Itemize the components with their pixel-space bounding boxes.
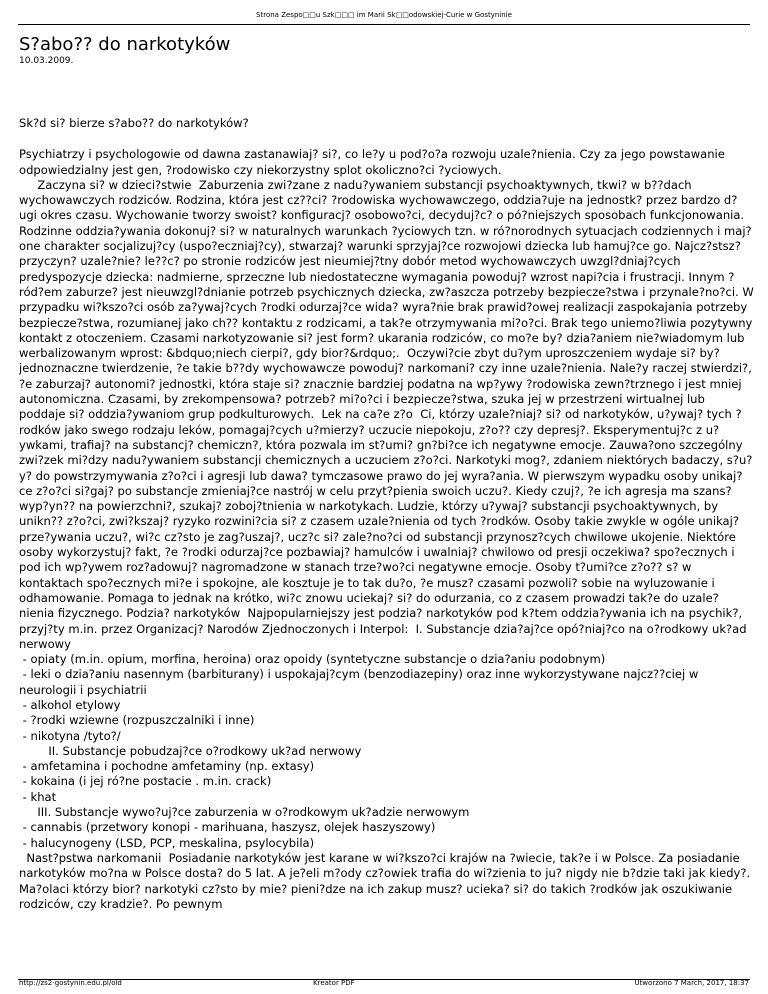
header-divider	[18, 24, 750, 25]
article-title: S?abo?? do narkotyków	[19, 34, 231, 55]
article-body: Psychiatrzy i psychologowie od dawna zastanawiaj? si?, co le?y u pod?o?a rozwoju uzale?nienia. Czy za jego powstawanie odpowiedzialny jest gen, ?rodowisko czy niekorzystny splot okoliczno?ci ?yciowych. Zaczyna si? w dzieci?stwie Zaburzenia zwi?zane z nadu?ywaniem substancji psychoaktywnych, tkwi? w b??dach wychowawczych rodziców. Rodzina, która jest cz??ci? ?rodowiska wychowawczego, oddzia?uje na jednostk? przez bardzo d?ugi okres czasu. Wychowanie tworzy swoist? konfiguracj? osobowo?ci, decyduj?c? o pó?niejszych sposobach funkcjonowania. Rodzinne oddzia?ywania dokonuj? si? w naturalnych warunkach ?yciowych tzn. w ró?norodnych sytuacjach codziennych i maj? one charakter socjalizuj?cy (uspo?eczniaj?cy), stwarzaj? warunki sprzyjaj?ce rozwojowi dziecka lub hamuj?ce go. Najcz?stsz? przyczyn? uzale?nie? le??c? po stronie rodziców jest nieumiej?tny dobór metod wychowawczych uwzgl?dniaj?cych predyspozycje dziecka: nadmierne, sprzeczne lub niedostateczne wymagania powoduj? wzrost napi?cia i frustracji. Innym ?ród?em zaburze? jest nieuwzgl?dnianie potrzeb psychicznych dziecka, zw?aszcza potrzeby bezpiecze?stwa i przynale?no?ci. W przypadku wi?kszo?ci osób za?ywaj?cych ?rodki odurzaj?ce wida? wyra?nie brak prawid?owej realizacji zaspokajania potrzeby bezpiecze?stwa, rozumianej jako ch?? kontaktu z rodzicami, a tak?e otrzymywania mi?o?ci. Brak tego uniemo?liwia pozytywny kontakt z otoczeniem. Czasami narkotyzowanie si? jest form? ukarania rodziców, co mo?e by? dzia?aniem nie?wiadomym lub werbalizowanym wprost: &bdquo;niech cierpi?, gdy bior?&rdquo;. Oczywi?cie zbyt du?ym uproszczeniem wydaje si? by? jednoznaczne twierdzenie, ?e takie b??dy wychowawcze powoduj? narkomani? czy inne uzale?nienia. Nale?y raczej stwierdzi?, ?e zaburzaj? autonomi? jednostki, która staje si? znacznie bardziej podatna na wp?ywy ?rodowiska zewn?trznego i jest mniej autonomiczna. Czasami, by zrekompensowa? potrzeb? mi?o?ci i bezpiecze?stwa, szuka jej w przestrzeni wirtualnej lub poddaje si? oddzia?ywaniom grup podkulturowych. Lek na ca?e z?o Ci, którzy uzale?niaj? si? od narkotyków, u?ywaj? tych ?rodków jako swego rodzaju leków, pomagaj?cych u?mierzy? uczucie niepokoju, z?o?? czy depresj?. Eksperymentuj?c z u?ywkami, trafiaj? na substancj? chemiczn?, która pozwala im st?umi? gn?bi?ce ich negatywne emocje. Zauwa?ono szczególny zwi?zek mi?dzy nadu?ywaniem substancji chemicznych a uczuciem z?o?ci. Narkotyki mog?, zdaniem niektórych badaczy, s?u?y? do powstrzymywania z?o?ci i agresji lub dawa? tymczasowe prawo do jej wyra?ania. W pierwszym wypadku osoby unikaj?ce z?o?ci si?gaj? po substancje zmieniaj?ce nastrój w celu przyt?pienia swoich uczu?. Kiedy czuj?, ?e ich agresja ma szans? wyp?yn?? na powierzchni?, szukaj? zoboj?tnienia w narkotykach. Ludzie, którzy u?ywaj? substancji psychoaktywnych, by unikn?? z?o?ci, zwi?kszaj? ryzyko rozwini?cia si? z czasem uzale?nienia od tych ?rodków. Osoby takie zwykle w ogóle unikaj? prze?ywania uczu?, wi?c cz?sto je zag?uszaj?, ucz?c si? zale?no?ci od substancji przynosz?cych chwilowe ukojenie. Niektóre osoby wykorzystuj? fakt, ?e ?rodki odurzaj?ce pozbawiaj? hamulców i uwalniaj? chwilowo od presji oczekiwa? spo?ecznych i pod ich wp?ywem roz?adowuj? nagromadzone w stanach trze?wo?ci negatywne emocje. Osoby t?umi?ce z?o?? s? w kontaktach spo?ecznych mi?e i spokojne, ale kosztuje je to tak du?o, ?e musz? czasami pozwoli? sobie na wyluzowanie i odhamowanie. Pomaga to jednak na krótko, wi?c znowu uciekaj? si? do odurzania, co z czasem prowadzi tak?e do uzale?nienia fizycznego. Podzia? narkotyków Najpopularniejszy jest podzia? narkotyków pod k?tem oddzia?ywania ich na psychik?, przyj?ty m.in. przez Organizacj? Narodów Zjednoczonych i Interpol: I. Substancje dzia?aj?ce opó?niaj?co na o?rodkowy uk?ad nerwowy - opiaty (m.in. opium, morfina, heroina) oraz opoidy (syntetyczne substancje o dzia?aniu podobnym) - leki o dzia?aniu nasennym (barbiturany) i uspokajaj?cym (benzodiazepiny) oraz inne wykorzystywane najcz??ciej w neurologii i psychiatrii - alkohol etylowy - ?rodki wziewne (rozpuszczalniki i inne) - nikotyna /tyto?/ II. Substancje pobudzaj?ce o?rodkowy uk?ad nerwowy - amfetamina i pochodne amfetaminy (np. extasy) - kokaina (i jej ró?ne postacie . m.in. crack) - khat III. Substancje wywo?uj?ce zaburzenia w o?rodkowym uk?adzie nerwowym - cannabis (przetwory konopi - marihuana, haszysz, olejek haszyszowy) - halucynogeny (LSD, PCP, meskalina, psylocybila) Nast?pstwa narkomanii Posiadanie narkotyków jest karane w wi?kszo?ci krajów na ?wiecie, tak?e i w Polsce. Za posiadanie narkotyków mo?na w Polsce dosta? do 5 lat. A je?eli m?ody cz?owiek trafia do wi?zienia to ju? nigdy nie b?dzie taki jak kiedy?. Ma?olaci którzy bior? narkotyki cz?sto by mie? pieni?dze na ich zakup musz? ucieka? si? do takich ?rodków jak oszukiwanie rodziców, czy kradzie?. Po pewnym	[19, 147, 754, 911]
article-date: 10.03.2009.	[19, 56, 74, 66]
footer-generator: Kreator PDF	[313, 979, 355, 987]
footer-created: Utworzono 7 March, 2017, 18:37	[634, 979, 749, 987]
footer-url: http://zs2-gostynin.edu.pl/old	[19, 979, 122, 987]
page-header: Strona Zespo□□u Szk□□□ im Marii Sk□□odowskiej-Curie w Gostyninie	[256, 11, 512, 19]
article-heading: Sk?d si? bierze s?abo?? do narkotyków?	[19, 116, 249, 130]
article-content	[19, 116, 754, 912]
